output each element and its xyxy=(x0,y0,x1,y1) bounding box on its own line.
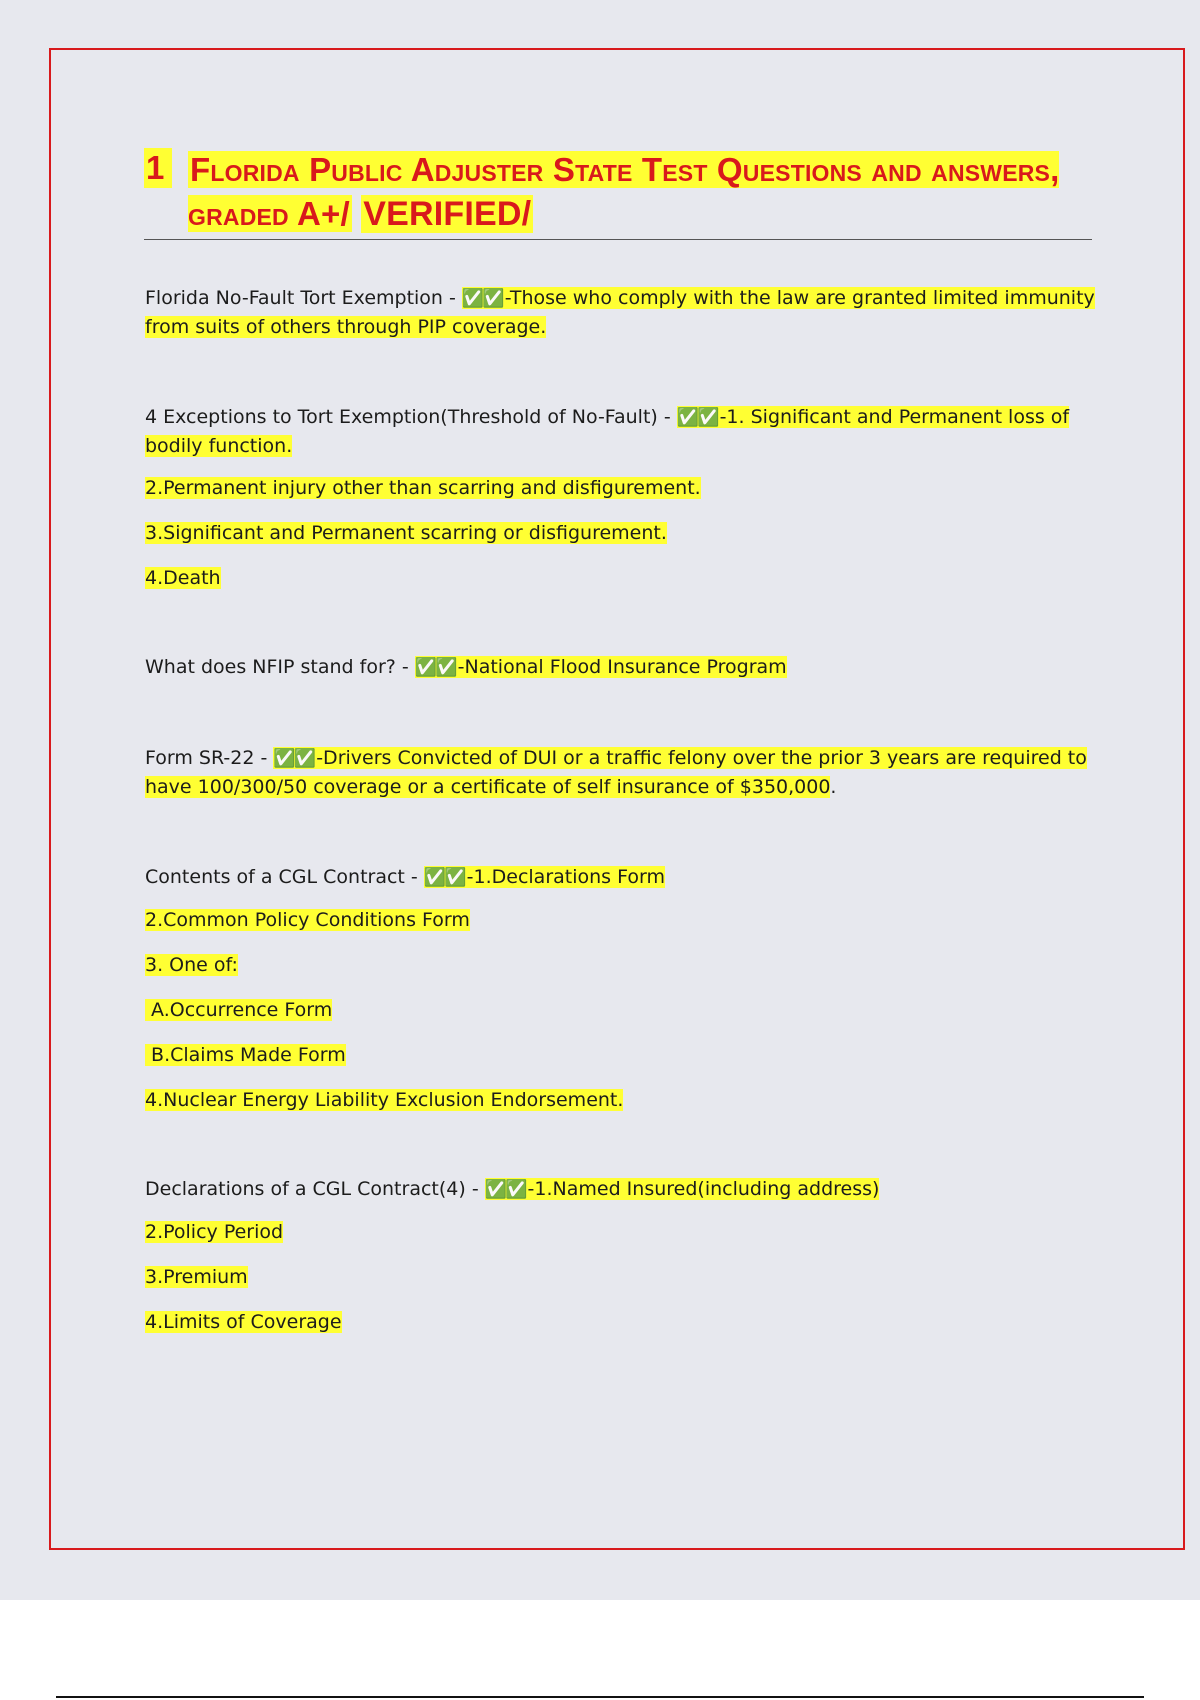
double-check-icon: ✅✅ xyxy=(461,288,503,309)
double-check-icon: ✅✅ xyxy=(484,1179,526,1200)
footer-rule xyxy=(56,1696,1144,1698)
answer-line: 3.Significant and Permanent scarring or disfigurement. xyxy=(145,522,667,544)
question-text: Declarations of a CGL Contract(4) - xyxy=(145,1178,485,1200)
answer-text: -1.Named Insured(including address) xyxy=(527,1178,880,1200)
title-main-text: Florida Public Adjuster State Test Questions and answers, graded A+/ xyxy=(188,151,1060,232)
title-verified-text: VERIFIED/ xyxy=(363,195,532,233)
answer-text: -Those who comply with the law are granted limited immunity from suits of others through PIP coverage. xyxy=(145,287,1095,338)
answer-line: 4.Nuclear Energy Liability Exclusion Endorsement. xyxy=(145,1089,624,1111)
qa-item xyxy=(145,403,1095,460)
answer-line: 4.Limits of Coverage xyxy=(145,1311,342,1333)
answer-line: 3.Premium xyxy=(145,1266,248,1288)
answer-line: A.Occurrence Form xyxy=(145,999,333,1021)
answer-text: -1. Significant and Permanent loss of bodily function. xyxy=(145,406,1070,457)
question-text: What does NFIP stand for? - xyxy=(145,656,415,678)
question-text: 4 Exceptions to Tort Exemption(Threshold of No-Fault) - xyxy=(145,406,677,428)
answer-text: -Drivers Convicted of DUI or a traffic felony over the prior 3 years are required to have 100/300/50 coverage or a certificate of self insurance of $350,000 xyxy=(145,747,1087,798)
double-check-icon: ✅✅ xyxy=(676,407,718,428)
qa-item xyxy=(145,744,1095,801)
qa-item xyxy=(145,1175,1095,1204)
question-text: Florida No-Fault Tort Exemption - xyxy=(145,287,462,309)
answer-line: 3. One of: xyxy=(145,954,238,976)
heading-number: 1 xyxy=(144,148,172,188)
document-body xyxy=(145,284,1095,1353)
double-check-icon: ✅✅ xyxy=(414,657,456,678)
qa-item xyxy=(145,863,1095,892)
answer-period: . xyxy=(830,776,837,798)
answer-text: -National Flood Insurance Program xyxy=(457,656,787,678)
answer-line: 2.Common Policy Conditions Form xyxy=(145,909,470,931)
double-check-icon: ✅✅ xyxy=(273,748,315,769)
answer-line: 2.Policy Period xyxy=(145,1221,284,1243)
qa-item xyxy=(145,653,1095,682)
double-check-icon: ✅✅ xyxy=(423,867,465,888)
question-text: Contents of a CGL Contract - xyxy=(145,866,424,888)
qa-item xyxy=(145,284,1095,341)
question-text: Form SR-22 - xyxy=(145,747,274,769)
answer-line: B.Claims Made Form xyxy=(145,1044,346,1066)
document-title-block xyxy=(144,144,1092,240)
document-title xyxy=(188,148,1088,236)
answer-line: 4.Death xyxy=(145,567,221,589)
answer-line: 2.Permanent injury other than scarring and disfigurement. xyxy=(145,477,701,499)
answer-text: -1.Declarations Form xyxy=(466,866,665,888)
